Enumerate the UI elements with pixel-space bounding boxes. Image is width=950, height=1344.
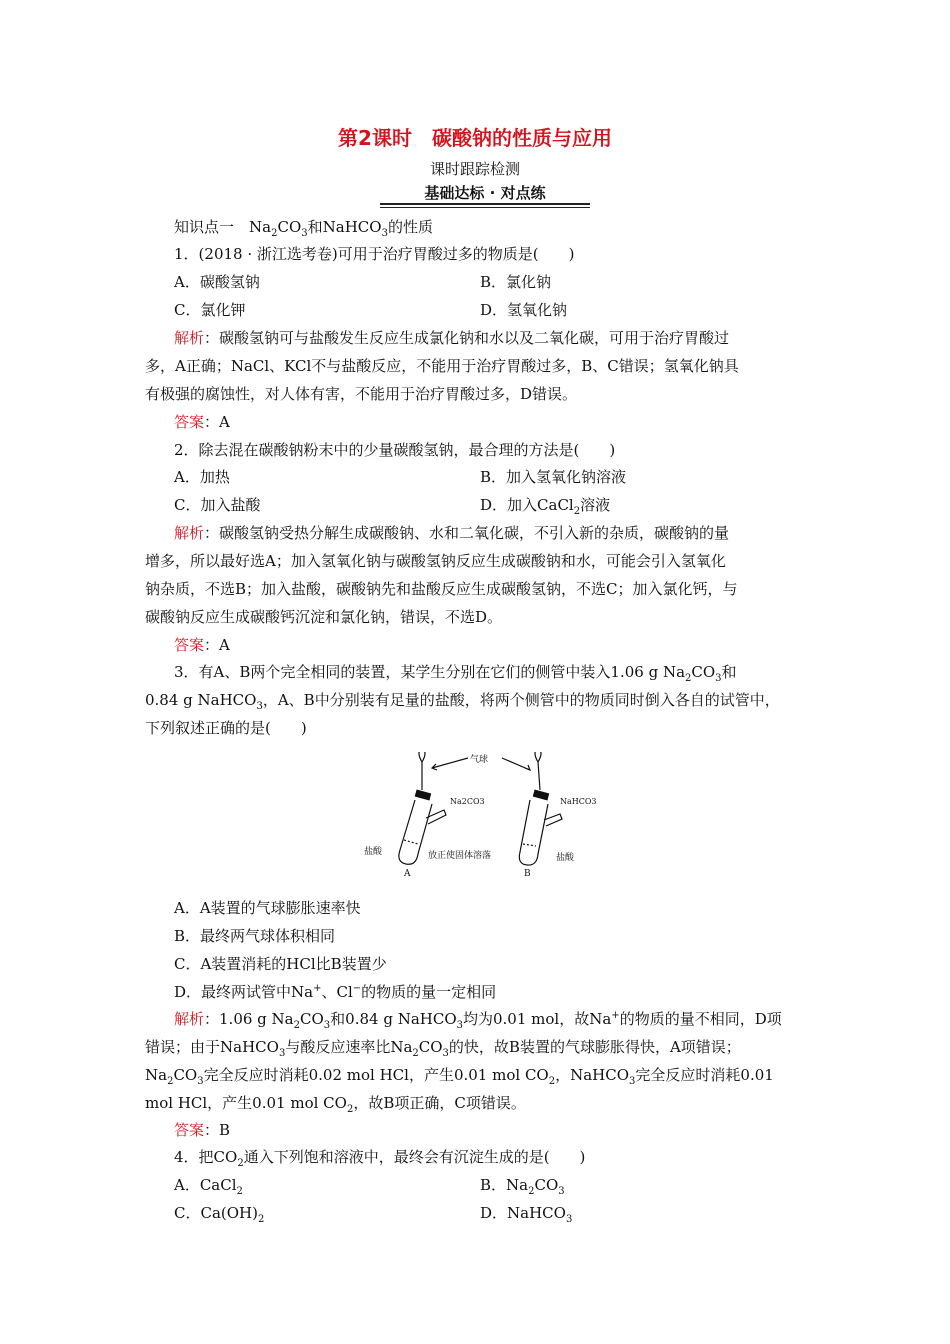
section-heading: 基础达标 · 对点练 <box>424 184 546 202</box>
q2-option-d: D．加入CaCl$_2$溶液 <box>480 496 611 517</box>
q1-option-d: D．氢氧化钠 <box>480 301 568 319</box>
q4-option-b: B．$Na_2CO_3$ <box>480 1176 565 1197</box>
q2-option-b: B．加入氢氧化钠溶液 <box>480 468 627 486</box>
q2-answer: 答案：A <box>174 636 230 654</box>
q3-option-c: C．A装置消耗的HCl比B装置少 <box>174 955 387 973</box>
left-reagent-label: Na2CO3 <box>450 797 485 806</box>
q3-option-a: A．A装置的气球膨胀速率快 <box>174 899 361 917</box>
acid-right-label: 盐酸 <box>556 853 575 863</box>
heading-rule <box>380 203 590 205</box>
q1-option-b: B．氯化钠 <box>480 273 552 291</box>
q1-analysis-line: 有极强的腐蚀性，对人体有害，不能用于治疗胃酸过多，D错误。 <box>145 385 578 403</box>
q3-analysis-line: 解析：1.06 g $Na_2CO_3$和0.84 g NaHCO$_3$均为0.01 mol，故Na+的物质的量不相同，D项 <box>174 1010 782 1031</box>
q3-option-d: D．最终两试管中Na+、Cl−的物质的量一定相同 <box>174 983 497 1001</box>
q3-option-b: B．最终两气球体积相同 <box>174 927 336 945</box>
q1-analysis-line: 解析：碳酸氢钠可与盐酸发生反应生成氯化钠和水以及二氧化碳，可用于治疗胃酸过 <box>174 329 730 347</box>
tube-b-label: B <box>524 869 531 879</box>
page-title: 第2课时 碳酸钠的性质与应用 <box>338 126 612 150</box>
question-1-stem: 1．(2018 · 浙江选考卷)可用于治疗胃酸过多的物质是( ) <box>174 245 575 263</box>
q1-answer: 答案：A <box>174 413 230 431</box>
balloon-label: 气球 <box>470 755 489 765</box>
page-subtitle: 课时跟踪检测 <box>429 160 520 178</box>
question-2-stem: 2．除去混在碳酸钠粉末中的少量碳酸氢钠，最合理的方法是( ) <box>174 441 616 459</box>
q2-analysis-line: 增多，所以最好选A；加入氢氧化钠与碳酸氢钠反应生成碳酸钠和水，可能会引入氢氧化 <box>145 552 726 570</box>
middle-caption: 放正使固体溶落 <box>428 851 492 861</box>
q3-answer: 答案：B <box>174 1121 231 1139</box>
q4-option-c: C．$Ca(OH)_2$ <box>174 1204 265 1225</box>
question-4-stem: 4．把$CO_2$通入下列饱和溶液中，最终会有沉淀生成的是( ) <box>174 1148 586 1169</box>
knowledge-point-heading: 知识点一 $Na_2CO_3$和NaHCO$_3$的性质 <box>174 218 433 239</box>
q1-analysis-line: 多，A正确；NaCl、KCl不与盐酸反应，不能用于治疗胃酸过多，B、C错误；氢氧化钠具 <box>145 357 739 375</box>
apparatus-diagram <box>360 752 610 882</box>
q2-analysis-line: 钠杂质，不选B；加入盐酸，碳酸钠先和盐酸反应生成碳酸氢钠，不选C；加入氯化钙，与 <box>145 580 738 598</box>
heading-rule-thin <box>380 207 590 208</box>
q4-option-d: D．NaHCO$_3$ <box>480 1204 573 1225</box>
question-3-stem-line: 3．有A、B两个完全相同的装置，某学生分别在它们的侧管中装入1.06 g $Na_2CO_3$和 <box>174 663 737 684</box>
q3-analysis-line: 错误；由于NaHCO$_3$与酸反应速率比$Na_2CO_3$的快，故B装置的气球膨胀得快，A项错误； <box>145 1038 741 1059</box>
acid-left-label: 盐酸 <box>364 847 383 857</box>
question-3-stem-line: 下列叙述正确的是( ) <box>145 719 307 737</box>
tube-a-label: A <box>404 869 411 879</box>
tube-a-icon <box>399 752 446 864</box>
tube-b-icon <box>519 752 562 865</box>
q2-option-c: C．加入盐酸 <box>174 496 261 514</box>
q4-option-a: A．CaCl$_2$ <box>174 1176 243 1197</box>
q3-analysis-line: mol HCl，产生0.01 mol $CO_2$，故B项正确，C项错误。 <box>145 1094 526 1115</box>
q2-analysis-line: 解析：碳酸氢钠受热分解生成碳酸钠、水和二氧化碳，不引入新的杂质，碳酸钠的量 <box>174 524 730 542</box>
right-reagent-label: NaHCO3 <box>560 797 597 806</box>
question-3-stem-line: 0.84 g NaHCO$_3$，A、B中分别装有足量的盐酸，将两个侧管中的物质同时倒入各自的试管中， <box>145 691 780 712</box>
q1-option-a: A．碳酸氢钠 <box>174 273 260 291</box>
q2-analysis-line: 碳酸钠反应生成碳酸钙沉淀和氯化钠，错误，不选D。 <box>145 608 503 626</box>
q1-option-c: C．氯化钾 <box>174 301 246 319</box>
q2-option-a: A．加热 <box>174 468 230 486</box>
q3-analysis-line: $Na_2CO_3$完全反应时消耗0.02 mol HCl，产生0.01 mol $CO_2$，NaHCO$_3$完全反应时消耗0.01 <box>145 1066 774 1087</box>
